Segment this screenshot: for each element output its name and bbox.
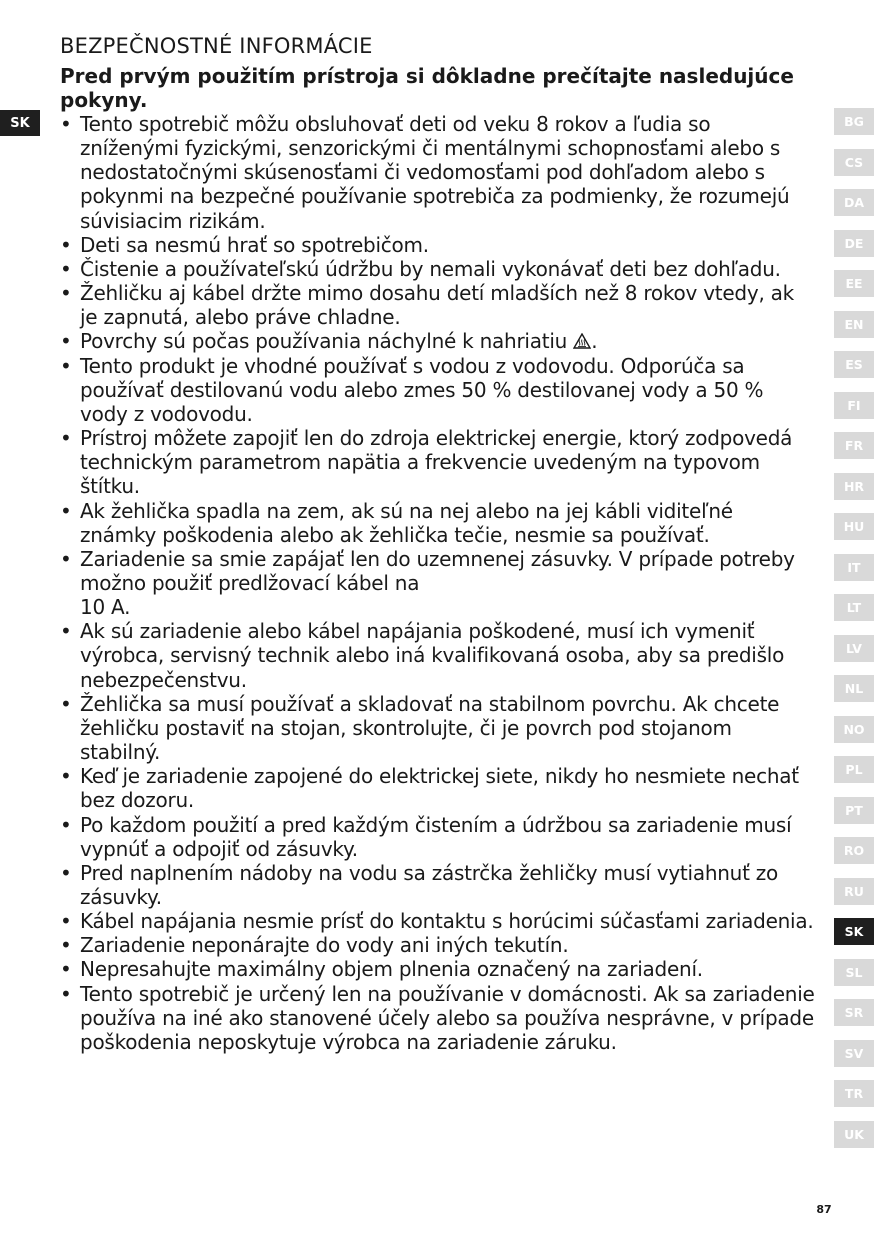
list-item: • Keď je zariadenie zapojené do elektrickej siete, nikdy ho nesmiete nechať bez dozoru. [60,764,815,812]
list-item-text: Povrchy sú počas používania náchylné k nahriatiu [80,329,568,354]
list-item-hot-surface [60,329,815,353]
intro-instruction: Pred prvým použitím prístroja si dôkladne prečítajte nasledujúce pokyny. [60,64,794,112]
list-item: • Ak žehlička spadla na zem, ak sú na nej alebo na jej kábli viditeľné známky poškodenia alebo ak žehlička tečie, nesmie sa používať. [60,499,815,547]
lang-tab-tr[interactable]: TR [834,1080,874,1107]
lang-tab-de[interactable]: DE [834,230,874,257]
lang-tab-pt[interactable]: PT [834,797,874,824]
lang-tab-fr[interactable]: FR [834,432,874,459]
lang-tab-sr[interactable]: SR [834,999,874,1026]
lang-tab-lv[interactable]: LV [834,635,874,662]
lang-tab-sl[interactable]: SL [834,959,874,986]
lang-tab-nl[interactable]: NL [834,675,874,702]
list-item-text: Zariadenie sa smie zapájať len do uzemnenej zásuvky. V prípade potreby možno použiť predlžovací kábel na [80,546,795,595]
list-item-text-continued: 10 A. [80,595,131,620]
lang-tab-uk[interactable]: UK [834,1121,874,1148]
list-item: • Čistenie a používateľskú údržbu by nemali vykonávať deti bez dohľadu. [60,257,815,281]
list-item: • Po každom použití a pred každým čistením a údržbou sa zariadenie musí vypnúť a odpojiť od zásuvky. [60,813,815,861]
list-item: • Zariadenie neponárajte do vody ani iných tekutín. [60,933,815,957]
lang-tab-ee[interactable]: EE [834,270,874,297]
section-heading: BEZPEČNOSTNÉ INFORMÁCIE [60,34,373,58]
lang-tab-sv[interactable]: SV [834,1040,874,1067]
page-number: 87 [816,1203,832,1216]
lang-tab-ro[interactable]: RO [834,837,874,864]
lang-tab-lt[interactable]: LT [834,594,874,621]
list-item: • Žehlička sa musí používať a skladovať na stabilnom povrchu. Ak chcete žehličku postaviť na stojan, skontrolujte, či je povrch pod stojanom stabilný. [60,692,815,764]
lang-tab-pl[interactable]: PL [834,756,874,783]
lang-tab-no[interactable]: NO [834,716,874,743]
list-item: • Deti sa nesmú hrať so spotrebičom. [60,233,815,257]
list-item: • Žehličku aj kábel držte mimo dosahu detí mladších než 8 rokov vtedy, ak je zapnutá, alebo práve chladne. [60,281,815,329]
lang-tab-hu[interactable]: HU [834,513,874,540]
list-item: • Prístroj môžete zapojiť len do zdroja elektrickej energie, ktorý zodpovedá technickým parametrom napätia a frekvencie uvedeným na typovom štítku. [60,426,815,498]
lang-tab-it[interactable]: IT [834,554,874,581]
list-item: • Pred naplnením nádoby na vodu sa zástrčka žehličky musí vytiahnuť zo zásuvky. [60,861,815,909]
lang-tab-fi[interactable]: FI [834,392,874,419]
lang-tab-cs[interactable]: CS [834,149,874,176]
list-item: • Tento spotrebič je určený len na používanie v domácnosti. Ak sa zariadenie používa na iné ako stanovené účely alebo sa používa nesprávne, v prípade poškodenia neposkytuje výrobca na zariadenie záruku. [60,982,815,1054]
list-item: • Tento produkt je vhodné používať s vodou z vodovodu. Odporúča sa používať destilovanú vodu alebo zmes 50 % destilovanej vody a 50 % vody z vodovodu. [60,354,815,426]
lang-tab-es[interactable]: ES [834,351,874,378]
safety-instructions-list [60,112,815,1054]
list-item: • Tento spotrebič môžu obsluhovať deti od veku 8 rokov a ľudia so zníženými fyzickými, senzorickými či mentálnymi schopnosťami alebo s nedostatočnými skúsenosťami či vedomosťami pod dohľadom alebo s pokynmi na bezpečné používanie spotrebiča za podmienky, že rozumejú súvisiacim rizikám. [60,112,815,233]
list-item: • Kábel napájania nesmie prísť do kontaktu s horúcimi súčasťami zariadenia. [60,909,815,933]
list-item: • Ak sú zariadenie alebo kábel napájania poškodené, musí ich vymeniť výrobca, servisný technik alebo iná kvalifikovaná osoba, aby sa predišlo nebezpečenstvu. [60,619,815,691]
hot-surface-warning-icon [573,333,591,349]
list-item-period: . [591,329,598,354]
lang-tab-bg[interactable]: BG [834,108,874,135]
list-item: • Nepresahujte maximálny objem plnenia označený na zariadení. [60,957,815,981]
current-language-marker: SK [0,110,40,136]
language-tabs [834,108,874,1148]
lang-tab-da[interactable]: DA [834,189,874,216]
list-item [60,547,815,619]
lang-tab-en[interactable]: EN [834,311,874,338]
lang-tab-hr[interactable]: HR [834,473,874,500]
lang-tab-sk[interactable]: SK [834,918,874,945]
lang-tab-ru[interactable]: RU [834,878,874,905]
